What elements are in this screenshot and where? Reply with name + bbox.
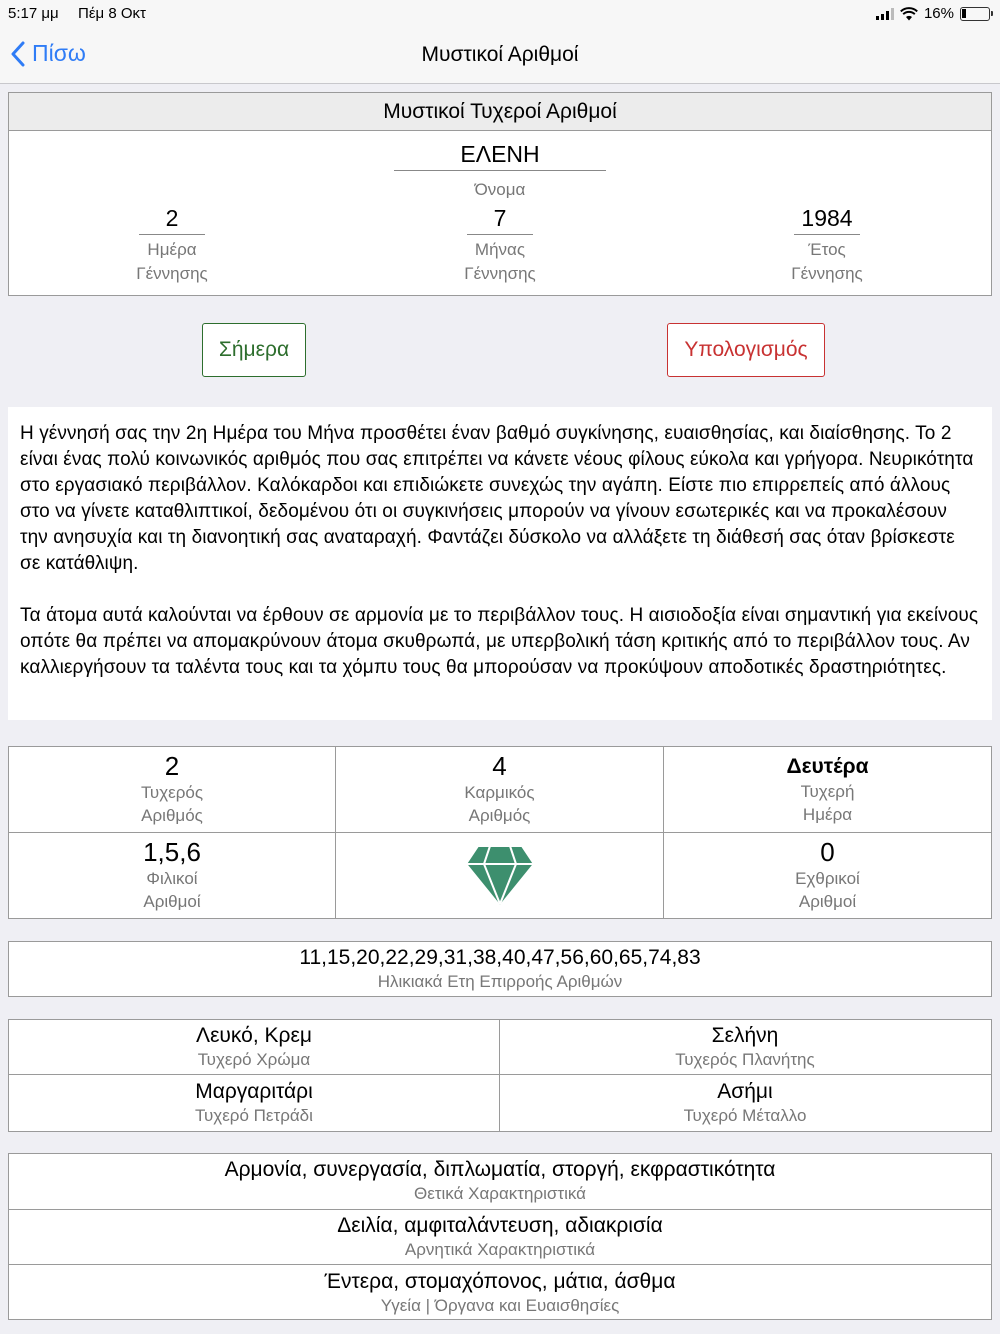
lucky-planet-cell (500, 1023, 990, 1071)
wifi-icon (900, 7, 918, 21)
enemy-numbers-label (664, 867, 991, 913)
label-line: Γέννησης (464, 264, 536, 283)
label-line: Αριθμός (468, 806, 531, 825)
traits-panel (8, 1153, 992, 1320)
health-label: Υγεία | Όργανα και Ευαισθησίες (380, 1296, 620, 1315)
divider (9, 1264, 991, 1265)
karmic-number-value: 4 (492, 751, 507, 781)
birth-year-field[interactable]: 1984 (794, 205, 860, 235)
lucky-stone-label: Τυχερό Πετράδι (195, 1106, 313, 1125)
label-line: Φιλικοί (146, 869, 198, 888)
calculate-button[interactable]: Υπολογισμός (667, 323, 825, 377)
lucky-attributes-grid (8, 1019, 992, 1132)
lucky-metal-label: Τυχερό Μέταλλο (683, 1106, 807, 1125)
today-button[interactable]: Σήμερα (202, 323, 306, 377)
lucky-metal-cell (500, 1079, 990, 1127)
influence-ages-label: Ηλικιακά Ετη Επιρροής Αριθμών (377, 972, 623, 991)
battery-percent: 16% (923, 5, 954, 22)
status-date: Πέμ 8 Οκτ (78, 5, 146, 22)
positive-traits-value: Αρμονία, συνεργασία, διπλωματία, στοργή, εκφραστικότητα (224, 1158, 776, 1181)
cellular-signal-icon (876, 8, 894, 20)
lucky-day-value: Δευτέρα (786, 755, 869, 778)
enemy-numbers-value: 0 (820, 837, 835, 867)
lucky-number-cell (9, 751, 335, 827)
birth-month-field[interactable]: 7 (467, 205, 533, 235)
label-line: Ημέρα (802, 805, 853, 824)
influence-ages-panel (8, 941, 992, 997)
numbers-grid (8, 746, 992, 919)
status-right (876, 5, 990, 22)
lucky-metal-value: Ασήμι (717, 1080, 773, 1103)
enemy-numbers-cell (664, 837, 991, 913)
negative-traits-row (9, 1213, 991, 1261)
karmic-number-cell (336, 751, 663, 827)
friendly-numbers-label (9, 867, 335, 913)
page-title: Μυστικοί Αριθμοί (421, 43, 579, 66)
status-time: 5:17 μμ (8, 5, 59, 22)
birth-year-column (727, 205, 927, 286)
gem-cell (336, 844, 663, 913)
positive-traits-label: Θετικά Χαρακτηριστικά (413, 1184, 587, 1203)
health-row (9, 1269, 991, 1317)
battery-icon (960, 7, 990, 21)
negative-traits-label: Αρνητικά Χαρακτηριστικά (404, 1240, 596, 1259)
divider (9, 832, 991, 833)
birth-month-column (400, 205, 600, 286)
name-label: Όνομα (474, 180, 526, 199)
label-line: Αριθμοί (798, 892, 857, 911)
divider (9, 1209, 991, 1210)
label-line: Γέννησης (136, 264, 208, 283)
birth-day-column (72, 205, 272, 286)
label-line: Εχθρικοί (795, 869, 860, 888)
lucky-number-value: 2 (164, 751, 180, 781)
birth-data-panel (8, 92, 992, 296)
birth-day-field[interactable]: 2 (139, 205, 205, 235)
status-bar (0, 0, 1000, 28)
health-value: Έντερα, στομαχόπονος, μάτια, άσθμα (324, 1270, 676, 1293)
label-line: Αριθμός (141, 806, 203, 825)
description-paragraph: Η γέννησή σας την 2η Ημέρα του Μήνα προσθέτει έναν βαθμό συγκίνησης, ευαισθησίας, και διαίσθησης. Το 2 είναι ένας πολύ κοινωνικός αριθμός που σας επιτρέπει να κάνετε νέους φίλους εύκολα και γρήγορα. Νευρικότητα στο εργασιακό περιβάλλον. Καλόκαρδοι και επιδιώκετε συνεχώς την αγάπη. Είστε πιο επιρρεπείς από άλλους στο να γίνετε καταθλιπτικοί, δεδομένου ότι οι συγκινήσεις μπορούν να γίνουν εσωτερικές και να προκαλέσουν την ανησυχία και τη διανοητική σας αναταραχή. Φαντάζει δύσκολο να αλλάξετε τη διάθεσή σας όταν βρίσκεστε σε κατάθλιψη. (20, 423, 974, 574)
description-text (8, 407, 992, 720)
diamond-icon (464, 844, 536, 908)
label-line: Αριθμοί (143, 892, 201, 911)
label-line: Έτος (808, 240, 846, 259)
back-button-label: Πίσω (32, 40, 86, 66)
label-line: Καρμικός (464, 783, 535, 802)
birth-month-label (400, 238, 600, 286)
lucky-color-label: Τυχερό Χρώμα (197, 1050, 311, 1069)
label-line: Ημέρα (147, 240, 197, 259)
friendly-numbers-cell (9, 837, 335, 913)
lucky-planet-label: Τυχερός Πλανήτης (675, 1050, 815, 1069)
karmic-number-label (336, 781, 663, 827)
battery-level (962, 9, 966, 18)
navigation-bar (0, 28, 1000, 84)
lucky-stone-cell (9, 1079, 499, 1127)
lucky-day-label (664, 780, 991, 826)
friendly-numbers-value: 1,5,6 (143, 837, 201, 867)
label-line: Γέννησης (791, 264, 863, 283)
panel-title: Μυστικοί Τυχεροί Αριθμοί (9, 93, 991, 131)
label-line: Τυχερός (140, 783, 204, 802)
lucky-day-cell (664, 754, 991, 826)
lucky-color-value: Λευκό, Κρεμ (196, 1024, 312, 1047)
divider (9, 1074, 991, 1075)
name-field[interactable]: ΕΛΕΝΗ (394, 141, 606, 171)
label-line: Μήνας (474, 240, 526, 259)
negative-traits-value: Δειλία, αμφιταλάντευση, αδιακρισία (337, 1214, 663, 1237)
positive-traits-row (9, 1157, 991, 1205)
lucky-number-label (9, 781, 335, 827)
lucky-color-cell (9, 1023, 499, 1071)
label-line: Τυχερή (800, 782, 855, 801)
birth-day-label (72, 238, 272, 286)
influence-ages-value: 11,15,20,22,29,31,38,40,47,56,60,65,74,83 (299, 946, 701, 969)
lucky-planet-value: Σελήνη (711, 1024, 779, 1047)
birth-year-label (727, 238, 927, 286)
description-paragraph: Τα άτομα αυτά καλούνται να έρθουν σε αρμονία με το περιβάλλον τους. Η αισιοδοξία είναι σημαντική για εκείνους οπότε θα πρέπει να απομακρύνουν άτομα σκυθρωπά, με υπερβολική τάση κριτικής από το περιβάλλον τους. Αν καλλιεργήσουν τα ταλέντα τους και τα χόμπυ τους θα μπορούσαν να προκύψουν αποδοτικές δραστηριότητες. (20, 605, 979, 678)
lucky-stone-value: Μαργαριτάρι (195, 1080, 313, 1103)
